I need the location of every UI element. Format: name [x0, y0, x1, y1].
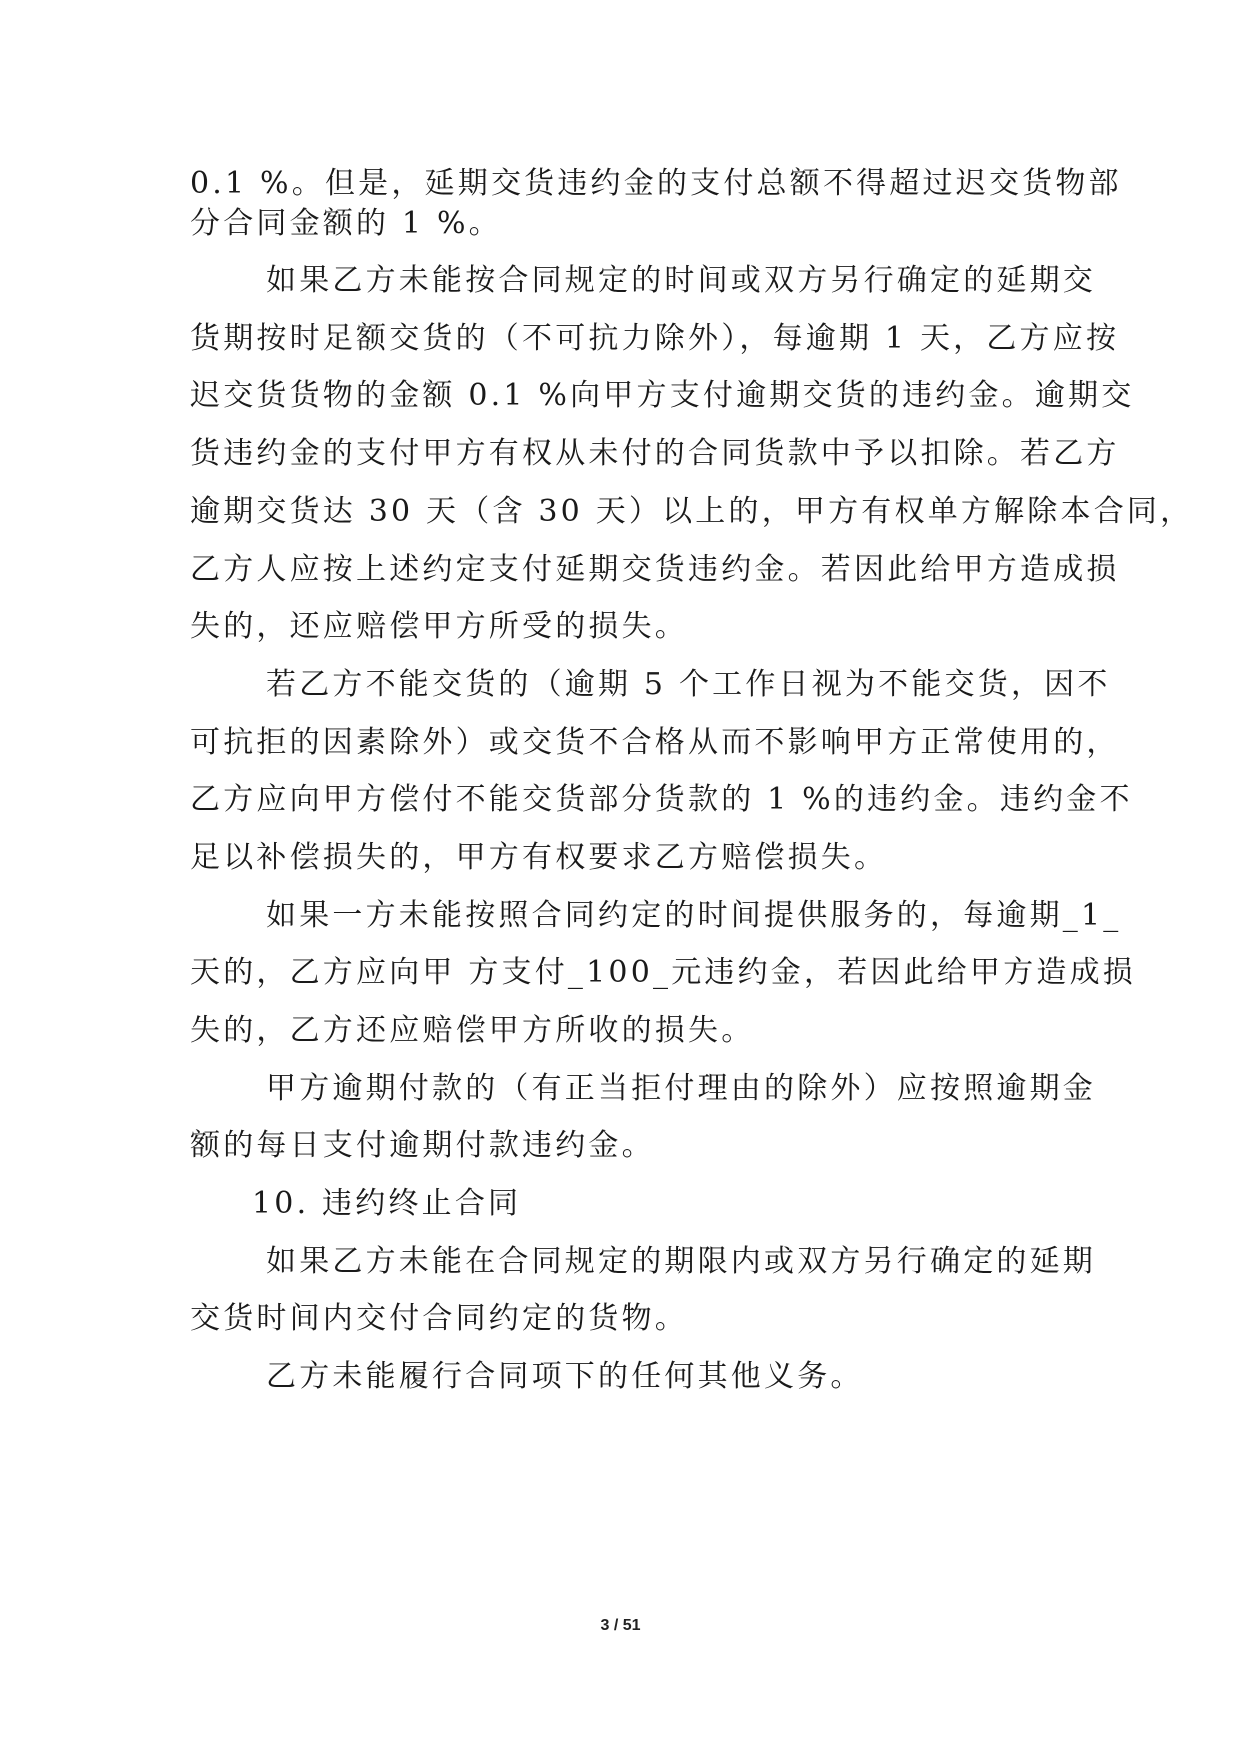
text-line: 额的每日支付逾期付款违约金。	[190, 1128, 655, 1163]
paragraph-start-line: 甲方逾期付款的（有正当拒付理由的除外）应按照逾期金	[266, 1071, 1096, 1106]
section-heading: 10. 违约终止合同	[252, 1186, 522, 1221]
text-line: 失的，乙方还应赔偿甲方所收的损失。	[190, 1013, 755, 1048]
text-line: 逾期交货达 30 天（含 30 天）以上的，甲方有权单方解除本合同，	[190, 494, 1194, 529]
text-line: 交货时间内交付合同约定的货物。	[190, 1301, 688, 1336]
page-number: 3 / 51	[600, 1617, 641, 1634]
text-line: 货期按时足额交货的（不可抗力除外），每逾期 1 天，乙方应按	[190, 321, 1120, 356]
text-line: 可抗拒的因素除外）或交货不合格从而不影响甲方正常使用的，	[190, 725, 1120, 760]
text-line: 乙方应向甲方偿付不能交货部分货款的 1 %的违约金。违约金不	[190, 782, 1133, 817]
paragraph-start-line: 如果乙方未能按合同规定的时间或双方另行确定的延期交	[266, 263, 1096, 298]
text-line: 货违约金的支付甲方有权从未付的合同货款中予以扣除。若乙方	[190, 436, 1120, 471]
paragraph-start-line: 如果乙方未能在合同规定的期限内或双方另行确定的延期	[266, 1244, 1096, 1279]
text-line: 失的，还应赔偿甲方所受的损失。	[190, 609, 688, 644]
paragraph-start-line: 如果一方未能按照合同约定的时间提供服务的，每逾期_1_	[266, 898, 1122, 933]
text-line: 足以补偿损失的，甲方有权要求乙方赔偿损失。	[190, 840, 888, 875]
paragraph-start-line: 若乙方不能交货的（逾期 5 个工作日视为不能交货，因不	[266, 667, 1111, 702]
text-line: 迟交货货物的金额 0.1 %向甲方支付逾期交货的违约金。逾期交	[190, 378, 1135, 413]
text-line: 0.1 %。但是，延期交货违约金的支付总额不得超过迟交货物部	[190, 166, 1122, 201]
paragraph-start-line: 乙方未能履行合同项下的任何其他义务。	[266, 1359, 864, 1394]
text-line: 乙方人应按上述约定支付延期交货违约金。若因此给甲方造成损	[190, 552, 1120, 587]
text-line: 天的，乙方应向甲 方支付_100_元违约金，若因此给甲方造成损	[190, 955, 1136, 990]
text-line: 分合同金额的 1 %。	[190, 206, 502, 241]
